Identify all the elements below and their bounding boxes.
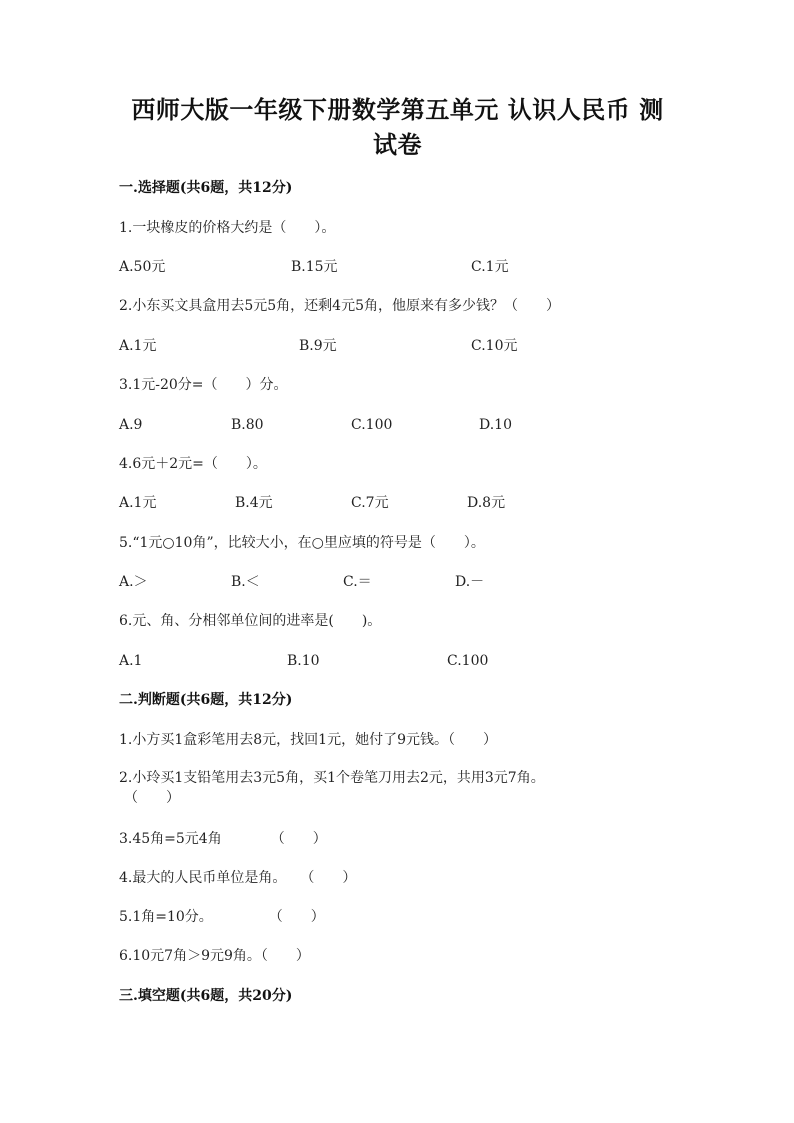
section-heading-fill: 三.填空题(共6题，共20分) [119, 988, 293, 1004]
choice-q6-option-a: A.1 [119, 653, 143, 669]
choice-q5-option-a: A.＞ [119, 574, 148, 590]
judge-question-6: 6.10元7角＞9元9角。（ ） [119, 948, 310, 964]
choice-q3-option-b: B.80 [231, 417, 264, 433]
choice-q3-option-c: C.100 [351, 417, 393, 433]
choice-question-6: 6.元、角、分相邻单位间的进率是( )。 [119, 613, 382, 629]
choice-q5-option-b: B.＜ [231, 574, 260, 590]
choice-q4-option-c: C.7元 [351, 495, 389, 511]
choice-q6-option-b: B.10 [287, 653, 320, 669]
choice-q2-option-a: A.1元 [119, 338, 157, 354]
choice-question-1: 1.一块橡皮的价格大约是（ ）。 [119, 220, 336, 236]
judge-question-5: 5.1角=10分。 （ ） [119, 909, 325, 925]
choice-q5-option-c: C.＝ [343, 574, 372, 590]
choice-q2-option-b: B.9元 [299, 338, 337, 354]
choice-question-5: 5.“1元○10角”，比较大小，在○里应填的符号是（ ）。 [119, 535, 485, 551]
choice-q3-option-a: A.9 [119, 417, 143, 433]
choice-q2-option-c: C.10元 [471, 338, 518, 354]
title-line-1: 西师大版一年级下册数学第五单元 认识人民币 测 [131, 95, 664, 124]
choice-q1-option-b: B.15元 [291, 259, 338, 275]
judge-question-1: 1.小方买1盒彩笔用去8元，找回1元，她付了9元钱。（ ） [119, 732, 497, 748]
judge-question-2-line-1: 2.小玲买1支铅笔用去3元5角，买1个卷笔刀用去2元，共用3元7角。 [119, 770, 545, 786]
choice-question-3: 3.1元-20分=（ ）分。 [119, 377, 288, 393]
title-line-2: 试卷 [373, 130, 422, 159]
choice-q4-option-d: D.8元 [467, 495, 506, 511]
choice-q3-option-d: D.10 [479, 417, 512, 433]
page-title [120, 92, 675, 162]
section-heading-judge: 二.判断题(共6题，共12分) [119, 692, 293, 708]
choice-question-4: 4.6元＋2元=（ ）。 [119, 456, 267, 472]
choice-q4-option-a: A.1元 [119, 495, 157, 511]
choice-q1-option-c: C.1元 [471, 259, 509, 275]
judge-question-3: 3.45角=5元4角 （ ） [119, 831, 327, 847]
choice-q1-option-a: A.50元 [119, 259, 166, 275]
choice-q4-option-b: B.4元 [235, 495, 273, 511]
choice-question-2: 2.小东买文具盒用去5元5角，还剩4元5角，他原来有多少钱？（ ） [119, 298, 560, 314]
judge-question-4: 4.最大的人民币单位是角。 （ ） [119, 870, 357, 886]
section-heading-choice: 一.选择题(共6题，共12分) [119, 180, 293, 196]
judge-question-2-line-2: （ ） [124, 790, 180, 806]
choice-q6-option-c: C.100 [447, 653, 489, 669]
choice-q5-option-d: D.－ [455, 574, 485, 590]
